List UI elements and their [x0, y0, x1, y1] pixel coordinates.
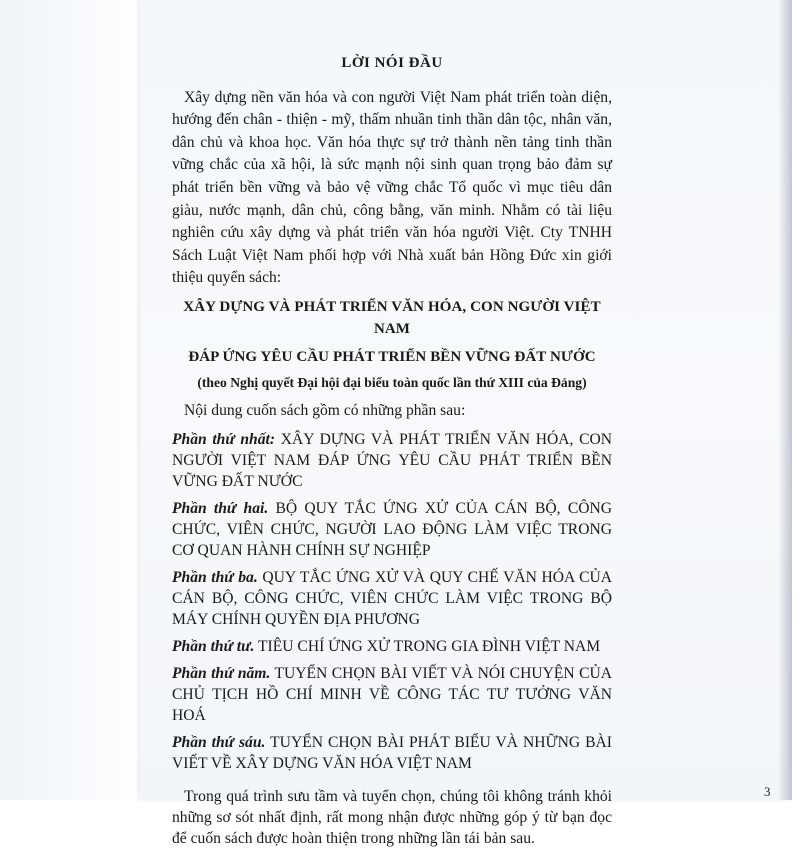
part-item [172, 567, 612, 630]
page-edge-shadow [778, 0, 792, 800]
part-label: Phần thứ nhất: [172, 430, 276, 448]
part-item [172, 429, 612, 492]
closing-paragraph: Trong quá trình sưu tầm và tuyển chọn, chúng tôi không tránh khỏi những sơ sót nhất định, rất mong nhận được những góp ý từ bạn đọc để cuốn sách được hoàn thiện trong những lần tái bản sau. [172, 787, 612, 847]
part-label: Phần thứ hai. [172, 499, 269, 517]
part-item [172, 498, 612, 561]
part-text: TUYỂN CHỌN BÀI PHÁT BIỂU VÀ NHỮNG BÀI VIẾT VỀ XÂY DỰNG VĂN HÓA VIỆT NAM [172, 733, 613, 772]
part-item [172, 732, 612, 774]
part-item [172, 663, 612, 726]
part-item [172, 636, 612, 657]
book-subtitle: (theo Nghị quyết Đại hội đại biểu toàn quốc lần thứ XIII của Đảng) [197, 374, 587, 390]
page-number: 3 [764, 784, 771, 799]
book-title-line-1: XÂY DỰNG VÀ PHÁT TRIỂN VĂN HÓA, CON NGƯỜI VIỆT NAM [183, 298, 601, 337]
part-text: BỘ QUY TẮC ỨNG XỬ CỦA CÁN BỘ, CÔNG CHỨC, VIÊN CHỨC, NGƯỜI LAO ĐỘNG LÀM VIỆC TRONG CƠ QUAN HÀNH CHÍNH SỰ NGHIỆP [172, 499, 613, 559]
part-label: Phần thứ sáu. [172, 733, 266, 751]
book-title-line-2: ĐÁP ỨNG YÊU CẦU PHÁT TRIỂN BỀN VỮNG ĐẤT NƯỚC [188, 348, 596, 365]
preface-title: LỜI NÓI ĐẦU [341, 55, 443, 71]
contents-intro: Nội dung cuốn sách gồm có những phần sau: [184, 401, 466, 419]
preface-content [172, 44, 612, 849]
part-label: Phần thứ ba. [172, 568, 258, 586]
part-text: TUYỂN CHỌN BÀI VIẾT VÀ NÓI CHUYỆN CỦA CHỦ TỊCH HỒ CHÍ MINH VỀ CÔNG TÁC TƯ TƯỞNG VĂN HOÁ [172, 664, 612, 724]
part-text: XÂY DỰNG VÀ PHÁT TRIỂN VĂN HÓA, CON NGƯỜI VIỆT NAM ĐÁP ỨNG YÊU CẦU PHÁT TRIỂN BỀN VỮNG ĐẤT NƯỚC [172, 430, 612, 490]
part-text: TIÊU CHÍ ỨNG XỬ TRONG GIA ĐÌNH VIỆT NAM [258, 637, 601, 655]
part-text: QUY TẮC ỨNG XỬ VÀ QUY CHẾ VĂN HÓA CỦA CÁN BỘ, CÔNG CHỨC, VIÊN CHỨC LÀM VIỆC TRONG BỘ MÁY CHÍNH QUYỀN ĐỊA PHƯƠNG [172, 568, 612, 628]
part-label: Phần thứ năm. [172, 664, 271, 682]
preface-paragraph: Xây dựng nền văn hóa và con người Việt Nam phát triển toàn diện, hướng đến chân - thiện - mỹ, thấm nhuần tinh thần dân tộc, nhân văn, dân chủ và khoa học. Văn hóa thực sự trở thành nền tảng tinh thần vững chắc của xã hội, là sức mạnh nội sinh quan trọng bảo đảm sự phát triển bền vững và bảo vệ vững chắc Tổ quốc vì mục tiêu dân giàu, nước mạnh, dân chủ, công bằng, văn minh. Nhằm có tài liệu nghiên cứu xây dựng và phát triển văn hóa người Việt. Cty TNHH Sách Luật Việt Nam phối hợp với Nhà xuất bản Hồng Đức xin giới thiệu quyển sách: [172, 88, 612, 287]
part-label: Phần thứ tư. [172, 637, 255, 655]
